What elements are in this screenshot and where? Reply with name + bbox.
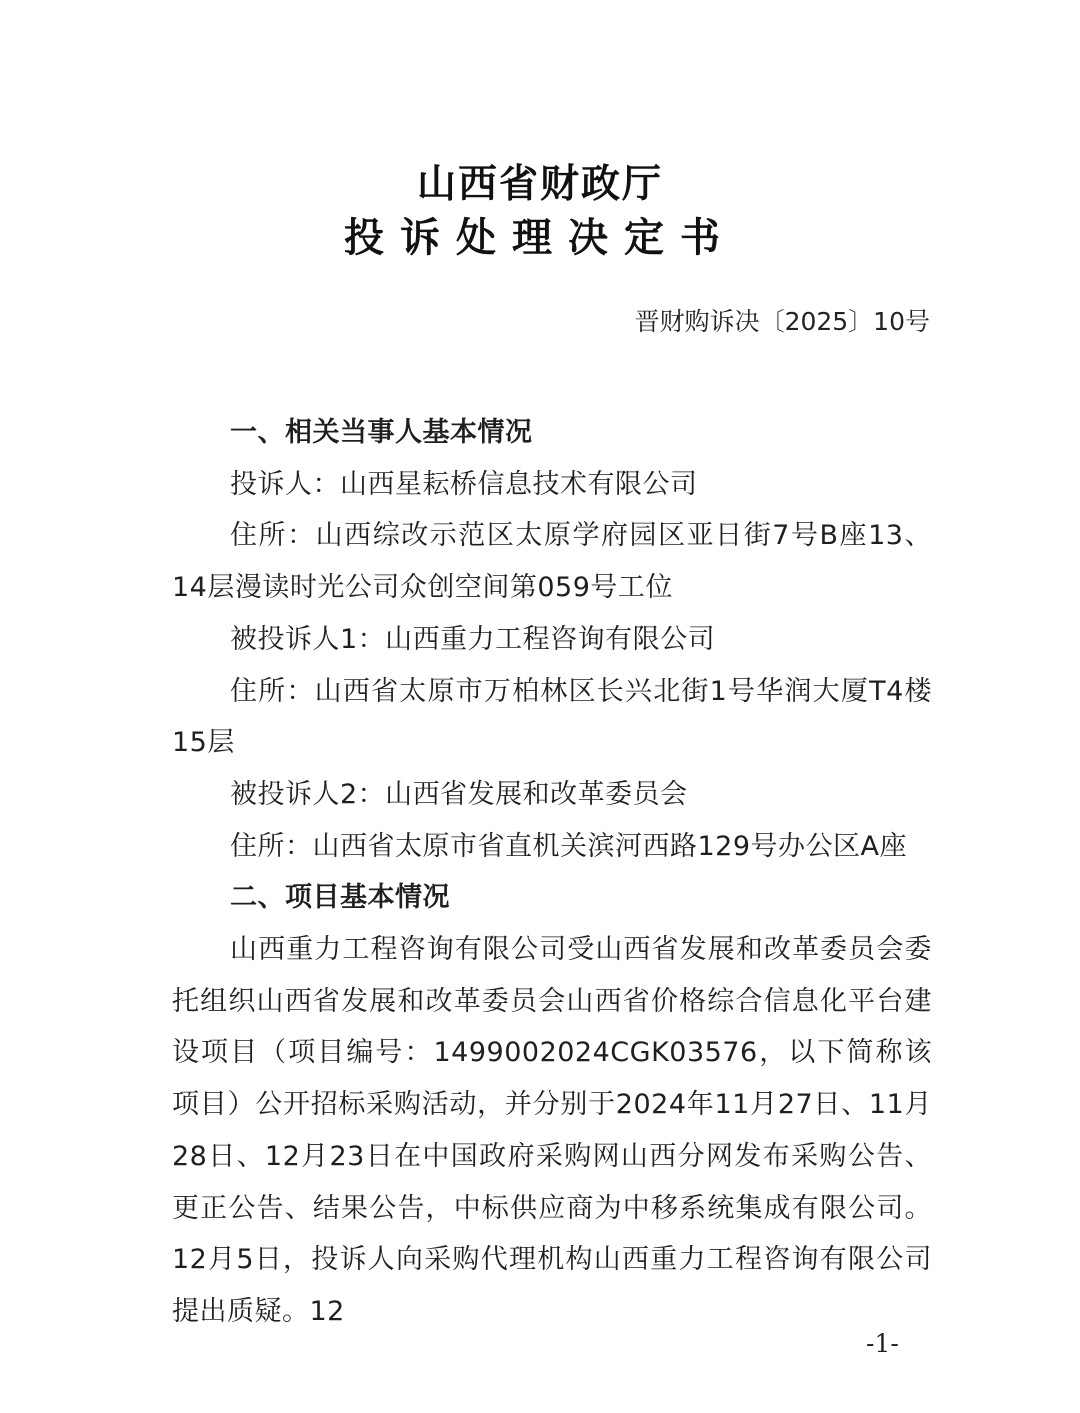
document-number: 晋财购诉决〔2025〕10号 — [634, 307, 930, 336]
document-body — [172, 407, 932, 1338]
section-heading-project: 二、项目基本情况 — [230, 882, 450, 914]
section-heading-parties: 一、相关当事人基本情况 — [230, 417, 533, 448]
respondent1-address: 住所：山西省太原市万柏林区长兴北街1号华润大厦T4楼15层 — [172, 675, 932, 759]
respondent1-line: 被投诉人1：山西重力工程咨询有限公司 — [230, 623, 716, 655]
complainant-address: 住所：山西综改示范区太原学府园区亚日街7号B座13、14层漫读时光公司众创空间第059号工位 — [172, 520, 932, 604]
project-paragraph: 山西重力工程咨询有限公司受山西省发展和改革委员会委托组织山西省发展和改革委员会山西省价格综合信息化平台建设项目（项目编号：1499002024CGK03576，以下简称该项目）公开招标采购活动，并分别于2024年11月27日、11月28日、12月23日在中国政府采购网山西分网发布采购公告、更正公告、结果公告，中标供应商为中移系统集成有限公司。12月5日，投诉人向采购代理机构山西重力工程咨询有限公司提出质疑。12 — [172, 934, 932, 1327]
respondent2-line: 被投诉人2：山西省发展和改革委员会 — [230, 778, 688, 810]
document-title-issuer: 山西省财政厅 — [416, 161, 663, 207]
document-title-type: 投诉处理决定书 — [344, 214, 736, 261]
complainant-line: 投诉人：山西星耘桥信息技术有限公司 — [230, 468, 698, 500]
respondent2-address: 住所：山西省太原市省直机关滨河西路129号办公区A座 — [230, 830, 908, 862]
page-number: -1- — [866, 1329, 899, 1358]
